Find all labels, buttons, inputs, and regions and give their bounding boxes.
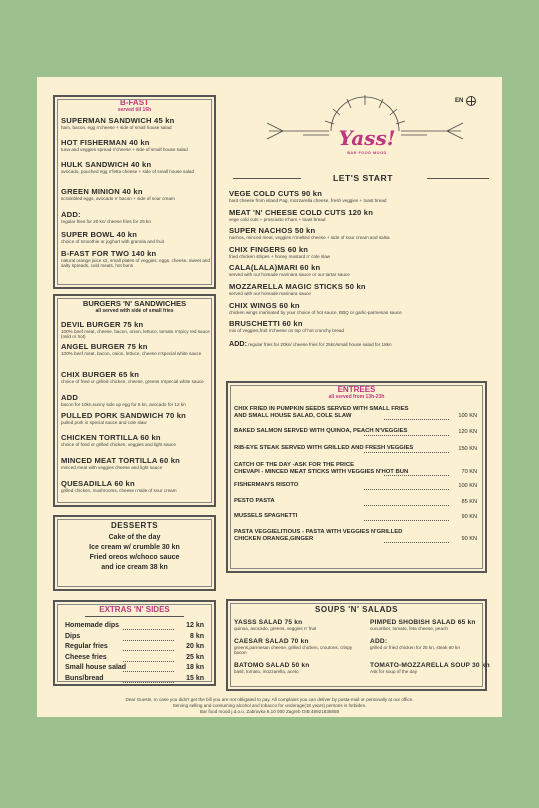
bfast-item-name: SUPERMAN SANDWICH 45 kn xyxy=(61,116,175,125)
start-item-name: CALA(LALA)MARI 60 kn xyxy=(229,263,321,273)
entree-item-leader xyxy=(384,542,449,543)
bfast-item-desc: choice of smoothie or joghurt with granola and fruit xyxy=(61,239,164,244)
extras-item-name: Dips xyxy=(65,632,81,640)
burger-item-desc: minced meat with veggies cheese and light sauce xyxy=(61,465,163,470)
soup-item-desc: basil, tomato, mozzarella, aceto xyxy=(234,669,299,674)
bfast-section xyxy=(53,95,216,289)
start-item-name: CHIX WINGS 60 kn xyxy=(229,300,300,310)
extras-item xyxy=(65,643,204,652)
burgers-subtitle: all served with side of small fries xyxy=(95,308,174,314)
extras-item xyxy=(65,654,204,663)
burger-item-name: QUESADILLA 60 kn xyxy=(61,479,135,488)
start-item-name: MEAT 'N' CHEESE COLD CUTS 120 kn xyxy=(229,207,374,217)
entree-item xyxy=(234,513,477,523)
entree-item-line2: CHEVAPI - MINCED MEAT STICKS WITH VEGGIES N'HOT BUN xyxy=(234,469,409,475)
bfast-item xyxy=(61,210,211,224)
bfast-item xyxy=(61,160,211,174)
burger-item xyxy=(61,479,211,493)
bfast-item-desc: tuna and veggies spread n'cheese + side of small house salad xyxy=(61,147,188,152)
entree-item xyxy=(234,406,477,423)
bfast-subtitle: served till 16h xyxy=(117,107,152,113)
start-item xyxy=(229,245,497,259)
extras-item-price: 20 kn xyxy=(186,643,204,651)
soups-title: SOUPS 'N' SALADS xyxy=(315,605,398,614)
entree-item-leader xyxy=(384,475,449,476)
burger-item xyxy=(61,342,211,356)
footer-line-1: Dear Guests, In case you didn't get the bill you are not obligated to pay. All complains you can deliver by posta-mail or personally at our office. xyxy=(125,697,414,702)
extras-item-price: 25 kn xyxy=(186,653,204,661)
entree-item-leader xyxy=(364,435,449,436)
burgers-title: BURGERS 'N' SANDWICHES xyxy=(82,299,187,308)
entree-item-price: 120 KN xyxy=(458,429,477,435)
entree-item-price: 90 KN xyxy=(461,514,477,520)
burger-item xyxy=(61,456,211,470)
entree-item-leader xyxy=(364,520,449,521)
burger-item xyxy=(61,370,211,384)
extras-item-name: Cheese fries xyxy=(65,653,107,661)
soup-item-desc: greens,parmesan cheese, grilled chicken, croutons, crispy bacon xyxy=(234,645,353,656)
burger-item-desc: 100% beef meat, cheese, bacon, onion, lettuce, tomato n'spicy red sauce (mild or hot) xyxy=(61,329,210,340)
footer-line-3: Bar food mood j.d.o.o. Zabravka 6,10 000 Zagreb OIB:48921835858 xyxy=(199,709,340,714)
burgers-section xyxy=(53,294,216,507)
entree-item xyxy=(234,482,477,492)
bfast-item-name: ADD: xyxy=(61,210,81,219)
start-section xyxy=(227,173,499,353)
entree-item xyxy=(234,498,477,508)
burger-item-name: MINCED MEAT TORTILLA 60 kn xyxy=(61,456,180,465)
start-add xyxy=(229,339,392,348)
language-label: EN xyxy=(455,98,464,104)
burger-item xyxy=(61,433,211,447)
start-item-desc: chicken wings marinated by your choice of hot sauce, BBQ or garlic-parmesan sauce xyxy=(229,309,402,315)
desserts-title: DESSERTS xyxy=(110,521,159,530)
soup-item xyxy=(234,662,364,674)
extras-item-price: 12 kn xyxy=(186,622,204,629)
burger-item-desc: grilled chicken, mushrooms, cheese n'side of sour cream xyxy=(61,488,177,493)
entree-item-line1: FISHERMAN'S RISOTO xyxy=(234,482,299,488)
start-item-name: SUPER NACHOS 50 kn xyxy=(229,226,316,236)
extras-item-price: 15 kn xyxy=(186,675,204,682)
start-item-desc: hard cheese from island Pag, mozzarella cheese, fresh veggies + toast bread xyxy=(229,198,387,203)
start-item xyxy=(229,263,497,277)
entree-item-line1: RIB-EYE STEAK SERVED WITH GRILLED AND FRESH VEGGIES xyxy=(234,445,414,451)
soup-item xyxy=(370,638,485,650)
burger-item-name: CHICKEN TORTILLA 60 kn xyxy=(61,433,161,442)
soup-item xyxy=(234,638,364,656)
logo-tagline: BAR FOOD MOOD xyxy=(347,151,387,155)
extras-item-price: 18 kn xyxy=(186,664,204,672)
start-item-desc: vege cold cuts + prosciutto n'ham + toast bread xyxy=(229,216,326,222)
entree-item-price: 100 KN xyxy=(458,413,477,419)
burger-item-name: ADD xyxy=(61,393,79,402)
start-add-text: regular fries for 20kn/ cheese fries for 25kn/small house salad for 18kn xyxy=(248,342,392,347)
entree-item-line1: MUSSELS SPAGHETTI xyxy=(234,513,298,519)
start-item xyxy=(229,301,497,315)
entree-item-price: 100 KN xyxy=(458,483,477,489)
start-item xyxy=(229,226,497,240)
start-item xyxy=(229,189,497,203)
entree-item-line2: AND SMALL HOUSE SALAD, COLE SLAW xyxy=(234,413,352,419)
bfast-item-desc: ham, bacon, egg n'cheese + side of small house salad xyxy=(61,125,172,130)
bfast-item-name: SUPER BOWL 40 kn xyxy=(61,230,138,239)
start-item-desc: served with our homade marinara sauce or our tartar sauce xyxy=(229,272,350,278)
start-item-name: VEGE COLD CUTS 90 kn xyxy=(229,189,323,198)
soup-item-desc: Ask for soup of the day xyxy=(370,669,417,674)
bfast-item-desc: natural orange juice x2, small plates of veggies, eggs, cheese, sweet and salty spreads, cold meats, hot buns xyxy=(61,258,210,269)
extras-section xyxy=(53,600,216,686)
burger-item-name: DEVIL BURGER 75 kn xyxy=(61,320,144,329)
burger-item-name: CHIX BURGER 65 kn xyxy=(61,370,140,379)
extras-item-leader xyxy=(123,682,174,683)
soup-item-name: TOMATO-MOZZARELLA SOUP 30 kn xyxy=(370,662,490,669)
entree-item xyxy=(234,462,477,479)
bfast-item xyxy=(61,249,211,269)
extras-item-name: Regular fries xyxy=(65,643,108,651)
entree-item-line1: CHIX FRIED IN PUMPKIN SEEDS SERVED WITH SMALL FRIES xyxy=(234,406,409,412)
bfast-item-desc: avocado, pouched egg n'fetta cheese + side of small house salad xyxy=(61,169,195,174)
bfast-item xyxy=(61,116,211,130)
extras-item-leader xyxy=(123,671,174,672)
soup-item xyxy=(370,662,490,674)
start-item-name: CHIX FINGERS 60 kn xyxy=(229,244,309,254)
bfast-item xyxy=(61,138,211,152)
footer xyxy=(37,697,502,715)
extras-title-underline xyxy=(85,616,184,617)
extras-item-leader xyxy=(123,661,174,662)
start-item-desc: served with our homade marinara sauce xyxy=(229,291,311,296)
extras-item-name: Buns/bread xyxy=(65,675,104,682)
extras-item xyxy=(65,664,204,673)
soup-item-name: ADD: xyxy=(370,638,388,645)
burger-item-name: ANGEL BURGER 75 kn xyxy=(61,342,148,351)
entree-item-line1: PESTO PASTA xyxy=(234,498,275,504)
entree-item xyxy=(234,428,477,438)
soup-item-name: BATOMO SALAD 50 kn xyxy=(234,662,310,669)
extras-item xyxy=(65,633,204,642)
bfast-item-name: HULK SANDWICH 40 kn xyxy=(61,160,152,169)
start-item-desc: nachos, minced meat, veggies n'melted cheese + side of sour cream and salsa xyxy=(229,235,390,241)
bfast-item-name: B-FAST FOR TWO 140 kn xyxy=(61,249,157,258)
extras-item-leader xyxy=(123,650,174,651)
start-rule-right xyxy=(427,178,489,179)
extras-item-leader xyxy=(123,629,174,630)
extras-item xyxy=(65,622,204,631)
dessert-line: Fried oreos w/choco sauce xyxy=(89,554,180,561)
soup-item-desc: cucumber, tomato, feta cheese, peach xyxy=(370,626,448,631)
entrees-section xyxy=(226,381,487,573)
bfast-item-name: GREEN MINION 40 kn xyxy=(61,187,143,196)
burger-item xyxy=(61,393,211,407)
burger-item-desc: 100% beef meat, bacon, onion, lettuce, cheese n'special white sauce xyxy=(61,351,202,356)
soups-section xyxy=(226,599,490,691)
soup-item-desc: quinoa, avocado, greens, veggies n' fruit xyxy=(234,626,317,631)
start-item-desc: mix of veggies,fruit n'cheese on top of hot crunchy bread xyxy=(229,328,345,334)
burger-item xyxy=(61,411,211,425)
burger-item-desc: bacon for 10kn,sunny side up egg for 8 kn, avocado for 12 kn xyxy=(61,402,186,407)
burger-item-name: PULLED PORK SANDWICH 70 kn xyxy=(61,411,187,420)
burger-item xyxy=(61,320,211,340)
extras-item-price: 8 kn xyxy=(189,632,204,640)
dessert-line: Ice cream w/ crumble 30 kn xyxy=(89,544,180,551)
entrees-subtitle: all served from 13h-23h xyxy=(328,394,385,400)
bfast-item xyxy=(61,187,211,201)
entree-item-leader xyxy=(364,452,449,453)
entree-item xyxy=(234,529,477,546)
start-add-label: ADD: xyxy=(229,339,247,348)
start-title: LET'S START xyxy=(333,173,393,183)
start-item xyxy=(229,319,497,333)
bfast-item-desc: scrambled eggs, avocado n' bacon + side of sour cream xyxy=(61,196,175,201)
soup-item-name: PIMPED SHOBISH SALAD 65 kn xyxy=(370,619,476,626)
soup-item-name: YASSS SALAD 75 kn xyxy=(234,619,303,626)
logo-text: Yass! xyxy=(338,126,396,150)
burger-item-desc: choice of fried or grilled chicken, cheese, greens n'special white sauce xyxy=(61,379,204,384)
soup-item xyxy=(234,619,364,631)
entree-item xyxy=(234,445,477,455)
menu-page xyxy=(37,77,502,717)
burger-item-desc: choice of fried or grilled chicken, veggies and light sauce xyxy=(61,442,176,447)
entree-item-price: 85 KN xyxy=(461,499,477,505)
entree-item-leader xyxy=(384,419,449,420)
bfast-title: B-FAST xyxy=(120,98,149,107)
entree-item-price: 90 KN xyxy=(461,536,477,542)
soup-item-desc: grilled or fried chicken for 25 kn, steak 60 kn xyxy=(370,645,460,650)
entree-item-price: 70 KN xyxy=(461,469,477,475)
soup-item-name: CAESAR SALAD 70 kn xyxy=(234,638,309,645)
extras-item-name: Small house salad xyxy=(65,664,127,672)
burger-item-desc: pulled pork in special sauce and cole slaw xyxy=(61,420,147,425)
bfast-item-name: HOT FISHERMAN 40 kn xyxy=(61,138,150,147)
dessert-line: and ice cream 38 kn xyxy=(101,564,168,571)
start-item-name: MOZZARELLA MAGIC STICKS 50 kn xyxy=(229,282,366,291)
extras-item xyxy=(65,675,204,684)
entree-item-line1: PASTA VEGGIELITIOUS - PASTA WITH VEGGIES N'GRILLED xyxy=(234,529,403,535)
desserts-section xyxy=(53,515,216,591)
extras-item-name: Homemade dips xyxy=(65,622,120,629)
dessert-line: Cake of the day xyxy=(108,534,161,541)
entree-item-leader xyxy=(364,489,449,490)
entree-item-line1: CATCH OF THE DAY -ASK FOR THE PRICE xyxy=(234,462,354,468)
extras-item-leader xyxy=(123,640,174,641)
entrees-title: ENTREES xyxy=(337,385,376,394)
bfast-item xyxy=(61,230,211,244)
start-item xyxy=(229,282,497,296)
entree-item-line1: BAKED SALMON SERVED WITH QUINOA, PEACH N'VEGGIES xyxy=(234,428,408,434)
start-item-name: BRUSCHETTI 60 kn xyxy=(229,319,303,329)
soup-item xyxy=(370,619,485,631)
extras-title: EXTRAS 'N' SIDES xyxy=(99,605,170,614)
bfast-item-desc: regular fries for 20 kn/ cheese fries for 25 kn xyxy=(61,219,151,224)
entree-item-line2: CHICKEN ORANGE,GINGER xyxy=(234,536,314,542)
logo xyxy=(263,91,468,171)
entree-item-leader xyxy=(364,505,449,506)
footer-line-2: Serving selling and consuming alcohol and tobacco for underage(18 years) persons is forbiden. xyxy=(172,703,367,708)
start-item xyxy=(229,208,497,222)
start-item-desc: fried chicken stripes + honey mustard n' cole slaw xyxy=(229,253,331,259)
entree-item-price: 150 KN xyxy=(458,446,477,452)
